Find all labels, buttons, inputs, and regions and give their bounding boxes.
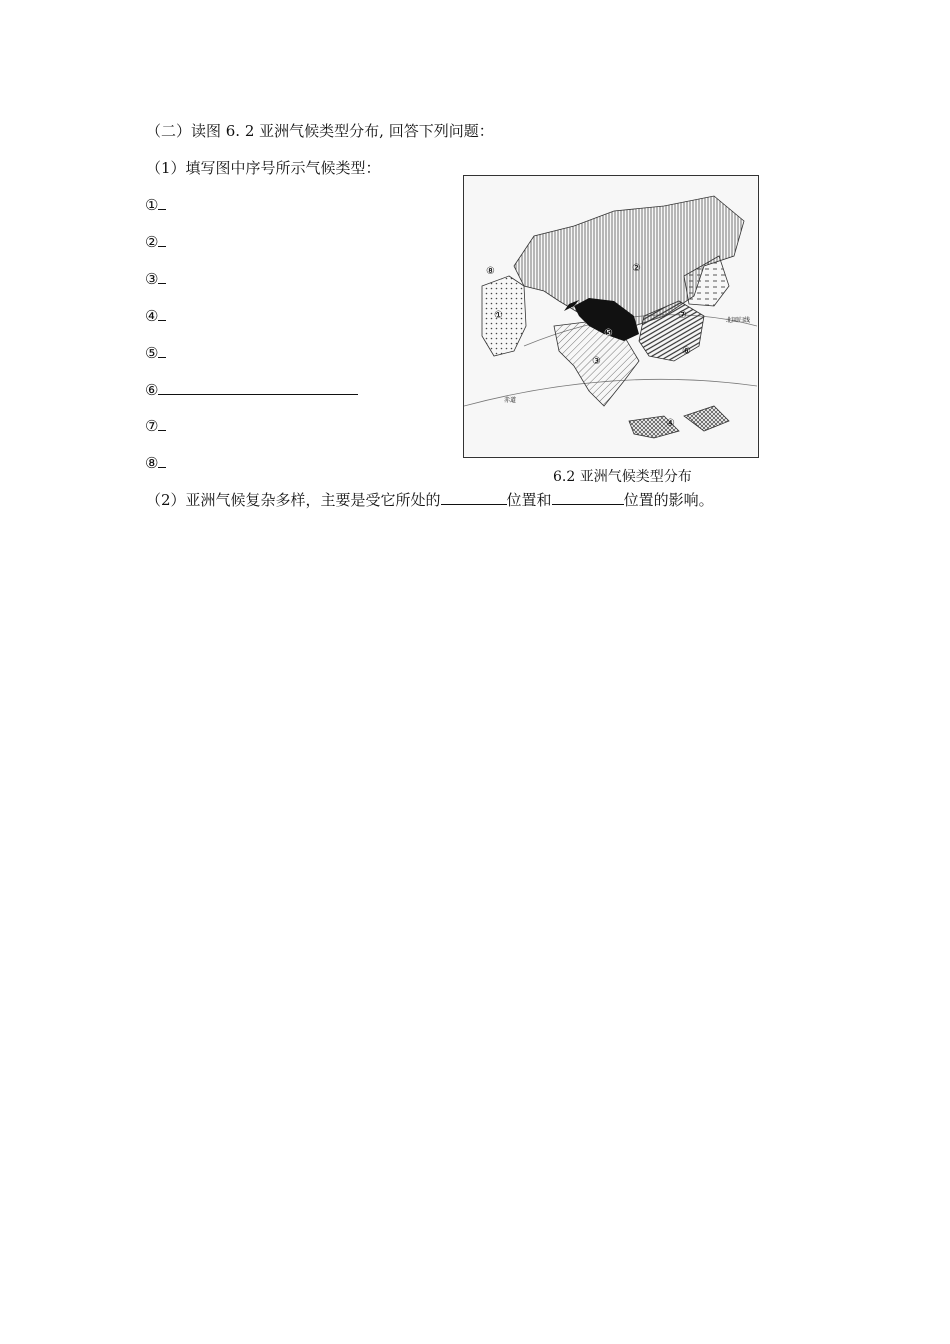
question-2-part3: 位置的影响。 (623, 491, 714, 509)
answer-item-2-label: ② (145, 233, 159, 251)
answer-blank-1[interactable] (158, 195, 166, 210)
answer-item-3 (145, 269, 166, 289)
answer-item-6 (145, 380, 358, 400)
question-2 (146, 490, 714, 510)
map-label-1: ① (494, 310, 503, 321)
answer-item-1-label: ① (145, 196, 159, 214)
answer-blank-4[interactable] (158, 306, 166, 321)
answer-item-2 (145, 232, 166, 252)
answer-blank-3[interactable] (158, 269, 166, 284)
answer-item-4-label: ④ (145, 307, 159, 325)
answer-item-7-label: ⑦ (145, 417, 159, 435)
answer-blank-7[interactable] (158, 416, 166, 431)
map-label-7: ⑦ (678, 310, 687, 321)
question-1-text: （1）填写图中序号所示气候类型： (146, 159, 381, 177)
question-1 (146, 158, 381, 178)
map-label-6: ⑥ (682, 346, 691, 357)
question-2-part1: （2）亚洲气候复杂多样，主要是受它所处的 (146, 491, 441, 509)
answer-item-5 (145, 343, 166, 363)
map-svg (464, 176, 757, 456)
answer-item-8-label: ⑧ (145, 454, 159, 472)
answer-item-3-label: ③ (145, 270, 159, 288)
answer-item-6-label: ⑥ (145, 381, 159, 399)
map-label-3: ③ (592, 356, 601, 367)
answer-blank-8[interactable] (158, 453, 166, 468)
answer-item-1 (145, 195, 166, 215)
answer-item-5-label: ⑤ (145, 344, 159, 362)
tropic-label: 北回归线 (726, 317, 751, 324)
answer-blank-6[interactable] (158, 380, 358, 395)
map-label-4: ④ (666, 418, 675, 429)
figure-caption: 6.2 亚洲气候类型分布 (553, 469, 692, 485)
answer-item-7 (145, 416, 166, 436)
answer-blank-2[interactable] (158, 232, 166, 247)
answer-blank-latitude[interactable] (552, 490, 624, 505)
map-label-8: ⑧ (486, 266, 495, 277)
equator-label: 赤道 (504, 397, 517, 404)
map-label-2: ② (632, 263, 641, 274)
answer-blank-geo[interactable] (441, 490, 507, 505)
question-2-part2: 位置和 (506, 491, 552, 509)
section-heading (146, 121, 494, 141)
section-heading-text: （二）读图 6. 2 亚洲气候类型分布, 回答下列问题： (146, 122, 494, 140)
map-label-5: ⑤ (604, 328, 613, 339)
asia-climate-map (463, 175, 759, 458)
answer-item-4 (145, 306, 166, 326)
answer-blank-5[interactable] (158, 343, 166, 358)
answer-item-8 (145, 453, 166, 473)
